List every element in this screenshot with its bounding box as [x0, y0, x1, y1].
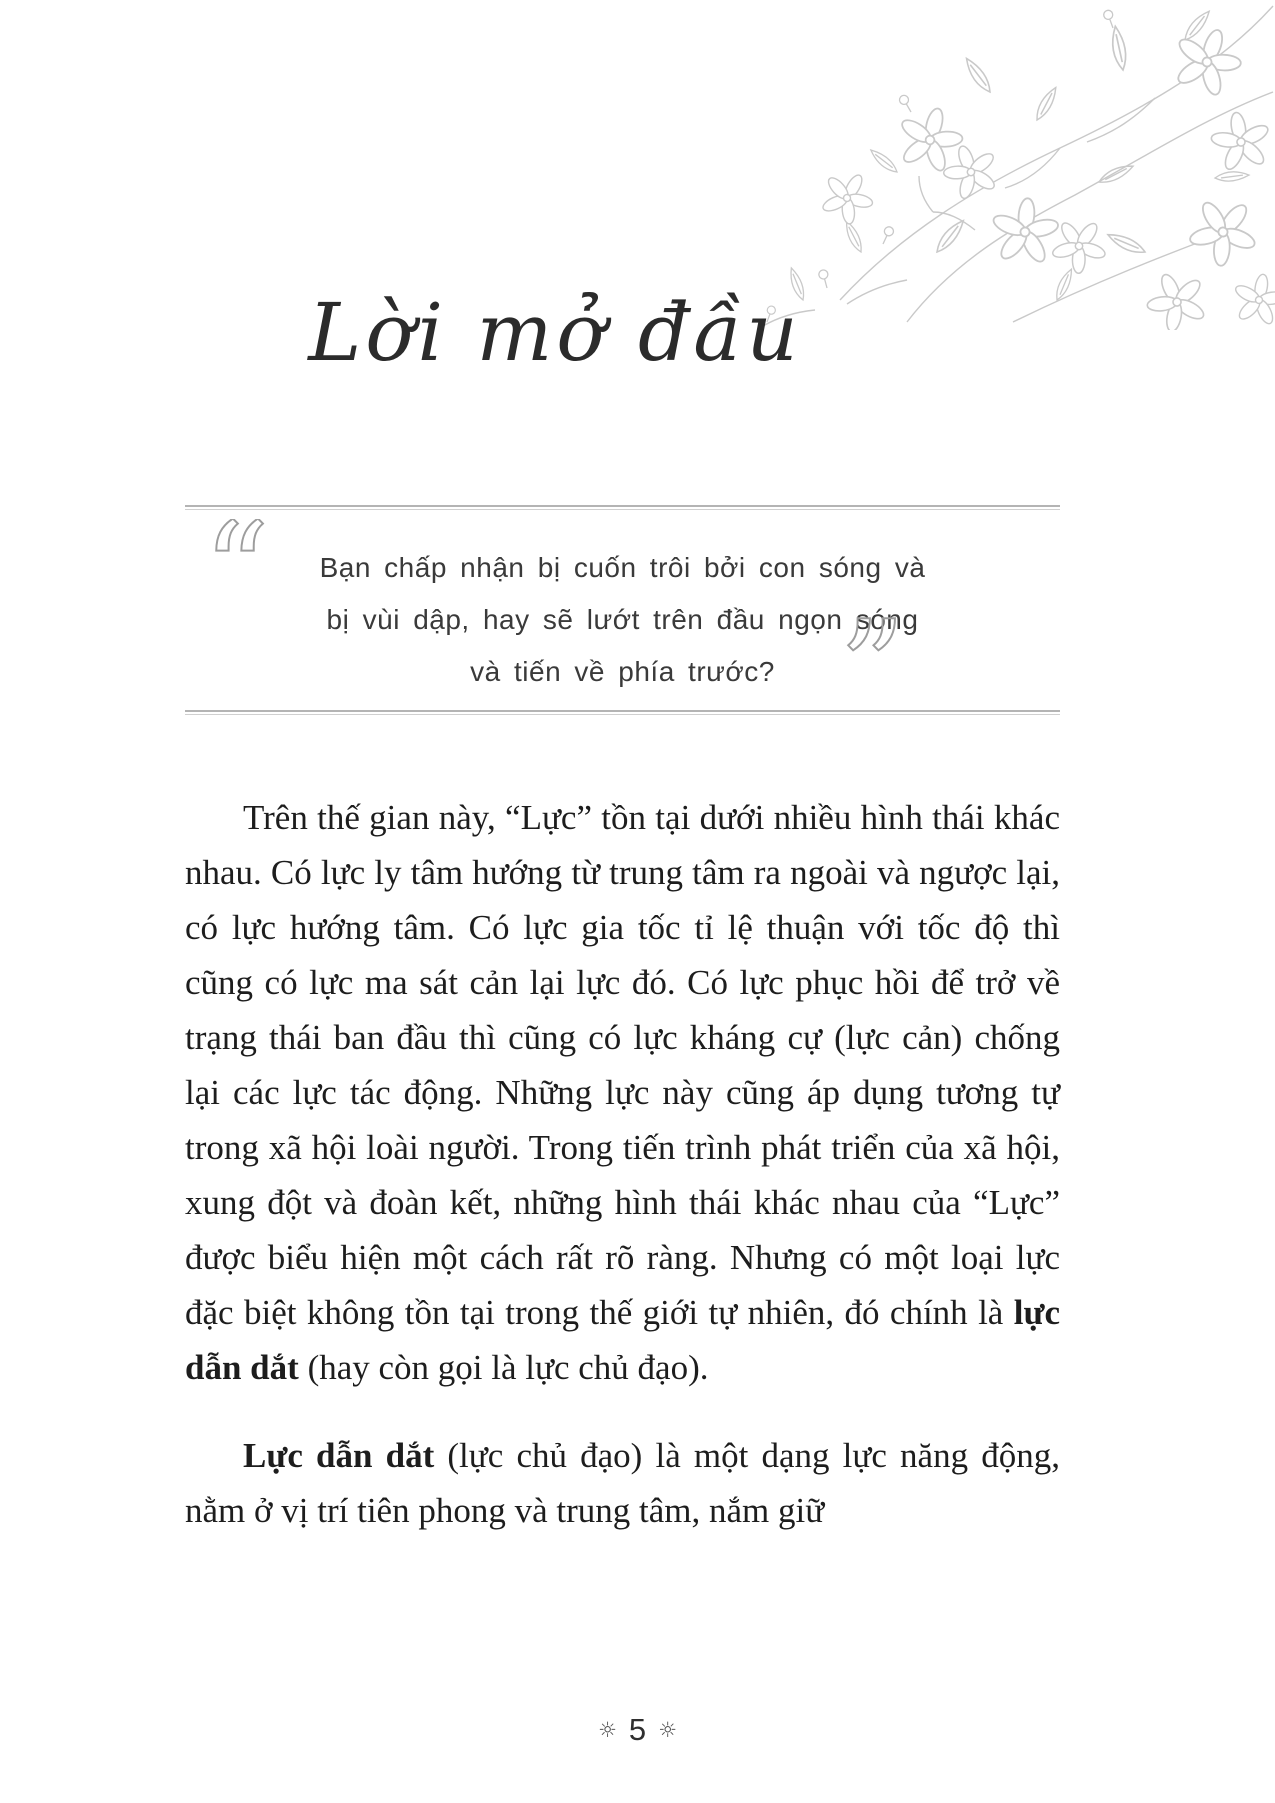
- quote-line: và tiến về phía trước?: [470, 656, 775, 687]
- paragraph-1: [185, 790, 1060, 1395]
- body-text: [185, 790, 1060, 1538]
- lead-force-term: Lực dẫn dắt: [243, 1436, 435, 1475]
- quote-line: Bạn chấp nhận bị cuốn trôi bởi con sóng và: [319, 552, 926, 583]
- svg-text:”: ”: [839, 617, 906, 699]
- quote-close-icon: [837, 617, 919, 699]
- quote-top-divider: [185, 505, 1060, 510]
- paragraph-2: [185, 1428, 1060, 1538]
- quote-open-icon: [201, 519, 283, 601]
- flower-ornament-icon: ☼: [598, 1718, 617, 1742]
- page-footer: [0, 1708, 1275, 1758]
- paragraph-2-text: (lực chủ đạo) là một dạng lực năng động, nằm ở vị trí tiên phong và trung tâm, nắm giữ: [185, 1436, 1060, 1530]
- lead-force-term: lực dẫn dắt: [185, 1293, 1060, 1387]
- quote-bottom-divider: [185, 710, 1060, 715]
- epigraph-quote-block: [185, 505, 1060, 715]
- paragraph-1-tail: (hay còn gọi là lực chủ đạo).: [298, 1348, 709, 1387]
- flower-ornament-icon: ☼: [658, 1718, 677, 1742]
- paragraph-1-text: Trên thế gian này, “Lực” tồn tại dưới nhiều hình thái khác nhau. Có lực ly tâm hướng từ trung tâm ra ngoài và ngược lại, có lực hướng tâm. Có lực gia tốc tỉ lệ thuận với tốc độ thì cũng có lực ma sát cản lại lực đó. Có lực phục hồi để trở về trạng thái ban đầu thì cũng có lực kháng cự (lực cản) chống lại các lực tác động. Những lực này cũng áp dụng tương tự trong xã hội loài người. Trong tiến trình phát triển của xã hội, xung đột và đoàn kết, những hình thái khác nhau của “Lực” được biểu hiện một cách rất rõ ràng. Nhưng có một loại lực đặc biệt không tồn tại trong thế giới tự nhiên, đó chính là: [185, 798, 1060, 1332]
- svg-text:“: “: [203, 519, 270, 601]
- page-number: 5: [628, 1712, 647, 1747]
- floral-branch-decoration: [675, 0, 1275, 330]
- quote-line: bị vùi dập, hay sẽ lướt trên đầu ngọn sóng: [326, 604, 919, 635]
- chapter-title: Lời mở đầu: [308, 286, 802, 379]
